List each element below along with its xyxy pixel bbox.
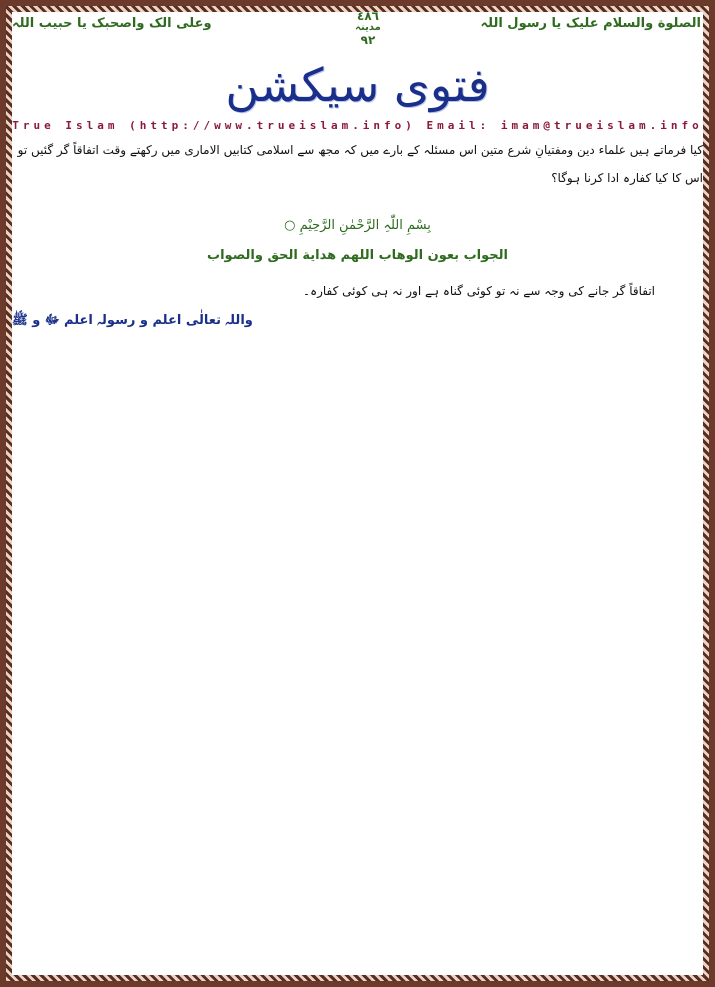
fatwa-number-top: ٤٨٦: [357, 9, 379, 23]
contact-line: True Islam (http://www.trueislam.info) Email: imam@trueislam.info: [12, 119, 703, 132]
closing-text: واللہ تعالٰی اعلم و رسولہ اعلم ﷻ و ﷺ: [12, 313, 253, 328]
question-text: کیا فرماتے ہیں علماء دین ومفتیانِ شرع متین اس مسئلہ کے بارے میں کہ مجھ سے اسلامی کتابیں الاماری میں رکھتے وقت اتفاقاً گر گئیں تو اس کا کیا کفارہ ادا کرنا ہوگا؟: [17, 143, 703, 185]
answer-text: اتفاقاً گر جانے کی وجہ سے نہ تو کوئی گناہ ہے اور نہ ہی کوئی کفارہ۔: [303, 284, 655, 298]
salutation-left: وعلی الک واصحبک یا حبیب اللہ: [12, 16, 212, 31]
page-content: [12, 9, 703, 975]
page-title: فتوی سیکشن: [225, 58, 490, 112]
fatwa-number-label: مدینہ: [355, 22, 381, 33]
fatwa-number-bottom: ٩٢: [360, 33, 376, 47]
bismillah: بِسْمِ اللّٰہِ الرَّحْمٰنِ الرَّحِیْمِ ○: [284, 218, 431, 233]
answer-heading: الجواب بعون الوهاب اللهم هداية الحق والصواب: [207, 248, 508, 263]
salutation-right: الصلوة والسلام علیک یا رسول اللہ: [480, 16, 701, 31]
fatwa-number: [348, 10, 388, 46]
